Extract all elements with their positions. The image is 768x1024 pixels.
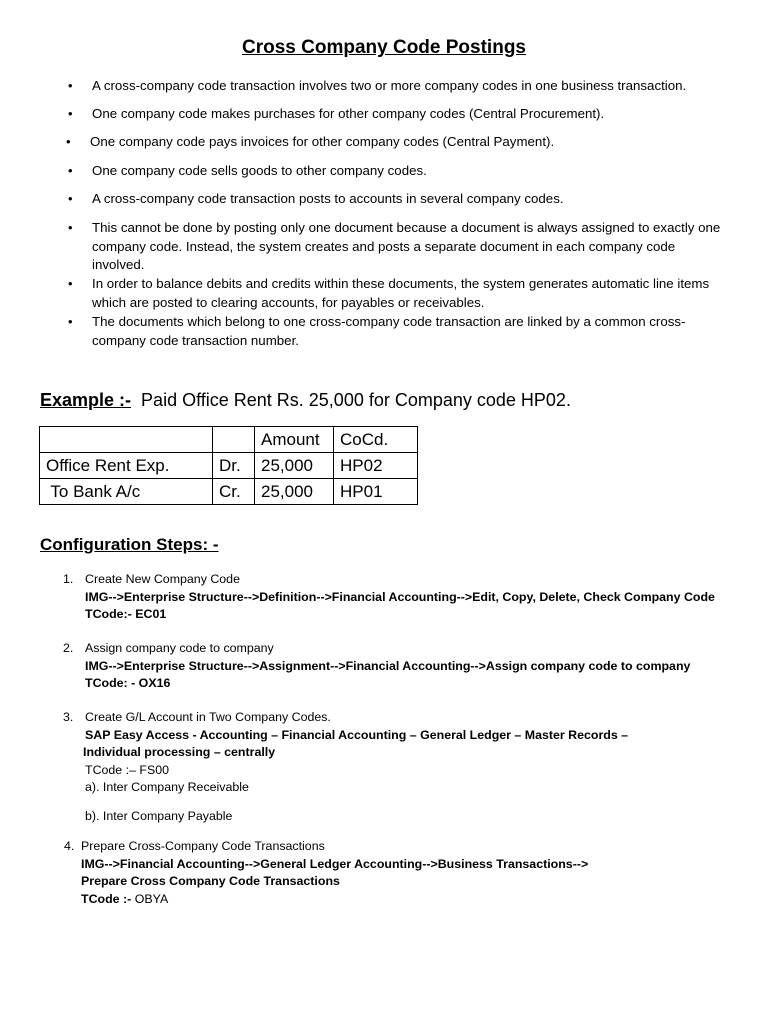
config-step-3 xyxy=(63,709,745,825)
step-path-continued: Prepare Cross Company Code Transactions xyxy=(81,874,340,888)
table-cell: Office Rent Exp. xyxy=(40,453,213,479)
example-line xyxy=(40,390,571,411)
list-item: • A cross-company code transaction involves two or more company codes in one business transaction. xyxy=(92,77,724,96)
config-step-1 xyxy=(63,571,745,624)
table-cell: CoCd. xyxy=(334,427,418,453)
step-path: SAP Easy Access - Accounting – Financial Accounting – General Ledger – Master Records – xyxy=(85,727,629,742)
tcode-value: OBYA xyxy=(134,891,169,906)
table-row xyxy=(40,479,418,505)
list-item: • A cross-company code transaction posts to accounts in several company codes. xyxy=(92,190,724,209)
list-item: • This cannot be done by posting only one document because a document is always assigned to exactly one company code. Instead, the system creates and posts a separate document in each company code involved. xyxy=(92,219,724,275)
step-path-continued: Individual processing – centrally xyxy=(83,745,276,759)
page-title: Cross Company Code Postings xyxy=(242,37,526,58)
step-number: 4. xyxy=(64,839,75,853)
config-step-4 xyxy=(64,838,741,908)
step-number: 2. xyxy=(63,641,74,655)
config-heading: Configuration Steps: - xyxy=(40,535,219,554)
step-number: 1. xyxy=(63,572,74,586)
list-item: • One company code makes purchases for other company codes (Central Procurement). xyxy=(92,105,724,124)
table-header-row xyxy=(40,427,418,453)
list-item: • One company code sells goods to other company codes. xyxy=(92,162,724,181)
step-path: IMG-->Enterprise Structure-->Definition-->Financial Accounting-->Edit, Copy, Delete, Check Company Code xyxy=(85,589,715,604)
example-label: Example :- xyxy=(40,390,132,410)
step-path: IMG-->Enterprise Structure-->Assignment-->Financial Accounting-->Assign company code to company xyxy=(85,658,691,673)
table-cell: 25,000 xyxy=(255,453,334,479)
step-tcode: TCode:- EC01 xyxy=(85,607,167,621)
table-cell: Amount xyxy=(255,427,334,453)
step-sub-b: b). Inter Company Payable xyxy=(85,808,233,823)
step-title: Create New Company Code xyxy=(85,572,240,586)
example-table xyxy=(39,426,418,505)
step-number: 3. xyxy=(63,710,74,724)
table-row xyxy=(40,453,418,479)
table-cell: Cr. xyxy=(213,479,255,505)
step-title: Create G/L Account in Two Company Codes. xyxy=(85,710,331,724)
table-cell: To Bank A/c xyxy=(40,479,213,505)
step-title: Prepare Cross-Company Code Transactions xyxy=(81,839,325,853)
table-cell xyxy=(40,427,213,453)
table-cell xyxy=(213,427,255,453)
table-cell: HP02 xyxy=(334,453,418,479)
list-item: • One company code pays invoices for other company codes (Central Payment). xyxy=(90,133,722,152)
step-tcode: TCode: - OX16 xyxy=(85,676,171,690)
config-step-2 xyxy=(63,640,745,693)
table-cell: 25,000 xyxy=(255,479,334,505)
step-tcode xyxy=(81,891,741,909)
tcode-label: TCode :- xyxy=(81,891,132,906)
step-tcode: TCode :– FS00 xyxy=(85,762,170,777)
list-item: • The documents which belong to one cross-company code transaction are linked by a common cross-company code transaction number. xyxy=(92,313,724,350)
example-text: Paid Office Rent Rs. 25,000 for Company code HP02. xyxy=(141,390,571,410)
list-item: • In order to balance debits and credits within these documents, the system generates automatic line items which are posted to clearing accounts, for payables or receivables. xyxy=(92,275,724,312)
table-cell: HP01 xyxy=(334,479,418,505)
step-sub-a: a). Inter Company Receivable xyxy=(85,780,249,794)
table-cell: Dr. xyxy=(213,453,255,479)
step-title: Assign company code to company xyxy=(85,641,274,655)
step-path: IMG-->Financial Accounting-->General Ledger Accounting-->Business Transactions--> xyxy=(81,856,589,871)
